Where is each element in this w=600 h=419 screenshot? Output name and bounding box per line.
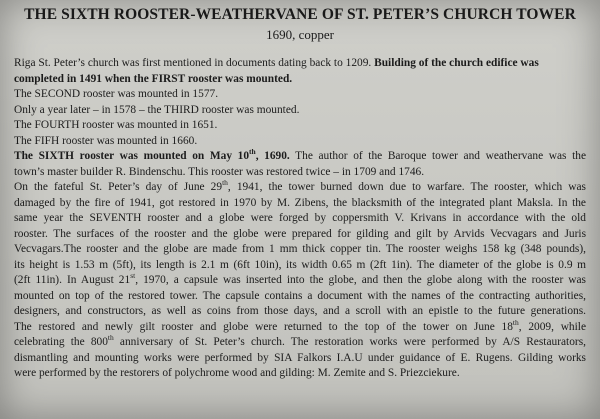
- history-line-4: rooster. The surfaces of the rooster and the globe were prepared for gilding and gilt by Arvids Vecvagars and Juris: [14, 227, 586, 240]
- history-l1b: , 1941, the tower burned down due to warfare. The rooster, which was: [227, 181, 586, 193]
- fourth-rooster-line: The FOURTH rooster was mounted in 1651.: [14, 119, 218, 131]
- second-rooster-line: The SECOND rooster was mounted in 1577.: [14, 88, 219, 100]
- history-line-2: damaged by the fire of 1941, got restored in 1970 by M. Zibens, the blacksmith of the integrated plant Maksla. In the: [14, 196, 586, 209]
- sixth-rooster-line: [14, 149, 586, 165]
- history-line-3: same year the SEVENTH rooster and a globe were forged by coppersmith V. Krivans in accordance with the old: [14, 212, 586, 224]
- history-l7b: , 1970, a capsule was inserted into the globe, and then the globe along with the rooster was: [135, 274, 586, 286]
- sixth-bold-a: The SIXTH rooster was mounted on May 10: [14, 150, 250, 162]
- third-rooster-line: Only a year later – in 1578 – the THIRD rooster was mounted.: [14, 103, 300, 116]
- history-l1a: On the fateful St. Peter’s day of June 29: [14, 181, 223, 193]
- history-l11a: celebrating the 800: [14, 336, 108, 348]
- history-line-6: its height is 1.53 m (5ft), its length is 2.1 m (6ft 10in), its width 0.65 m (2ft 1in). The diameter of the globe is 0.9 m: [14, 258, 586, 271]
- sixth-bold-sup: th: [249, 147, 256, 157]
- intro-bold-text: Building of the church edifice was: [374, 57, 539, 69]
- intro-text: Riga St. Peter’s church was first mentioned in documents dating back to 1209.: [14, 57, 375, 69]
- history-line-9: designers, and constructors, as well as coins from those days, and a scroll with an epistle to the future generations.: [14, 305, 586, 317]
- plaque-subtitle: 1690, copper: [266, 27, 334, 42]
- plaque-title: THE SIXTH ROOSTER-WEATHERVANE OF ST. PETER’S CHURCH TOWER: [24, 6, 576, 23]
- sixth-rooster-line-2: town’s master builder R. Bindenschu. This rooster was restored twice – in 1709 and 1746.: [14, 165, 425, 178]
- history-line-1: [14, 180, 586, 196]
- history-l1-sup: th: [222, 178, 228, 188]
- history-l10b: , 2009, while: [518, 320, 587, 333]
- history-line-10: [14, 317, 587, 336]
- fifth-rooster-line: The FIFH rooster was mounted in 1660.: [14, 134, 198, 147]
- history-line-11: [14, 335, 586, 351]
- history-l11b: anniversary of St. Peter’s church. The restoration works were performed by A/S Restaurators,: [113, 336, 586, 348]
- history-l7a: (2ft 11in). In August 21: [14, 274, 131, 286]
- history-line-8: mounted on top of the restored tower. The capsule contains a document with the names of the contracting authorities,: [14, 289, 586, 302]
- history-l11-sup: th: [107, 333, 114, 343]
- plaque-body: [14, 56, 586, 382]
- sixth-bold-b: , 1690.: [255, 150, 290, 162]
- sixth-rooster-bold: [14, 147, 290, 162]
- history-l7-sup: st: [130, 271, 136, 281]
- history-line-7: [14, 273, 586, 289]
- history-l10-sup: th: [512, 317, 519, 327]
- intro-line-1: [14, 56, 586, 72]
- history-l10a: The restored and newly gilt rooster and globe were returned to the top of the tower on June 18: [14, 320, 513, 333]
- sixth-rest: The author of the Baroque tower and weathervane was the: [289, 150, 586, 162]
- intro-line-2: completed in 1491 when the FIRST rooster was mounted.: [14, 72, 293, 85]
- history-line-12: dismantling and mounting works were performed by SIA Falkors I.A.U under guidance of E. Rugens. Gilding works: [14, 351, 586, 364]
- history-line-13: were performed by the restorers of polychrome wood and gilding: M. Zemite and S. Priezciekure.: [14, 367, 460, 379]
- history-line-5: Vecvagars.The rooster and the globe are made from 1 mm thick copper tin. The rooster weighs 158 kg (348 pounds),: [14, 243, 586, 255]
